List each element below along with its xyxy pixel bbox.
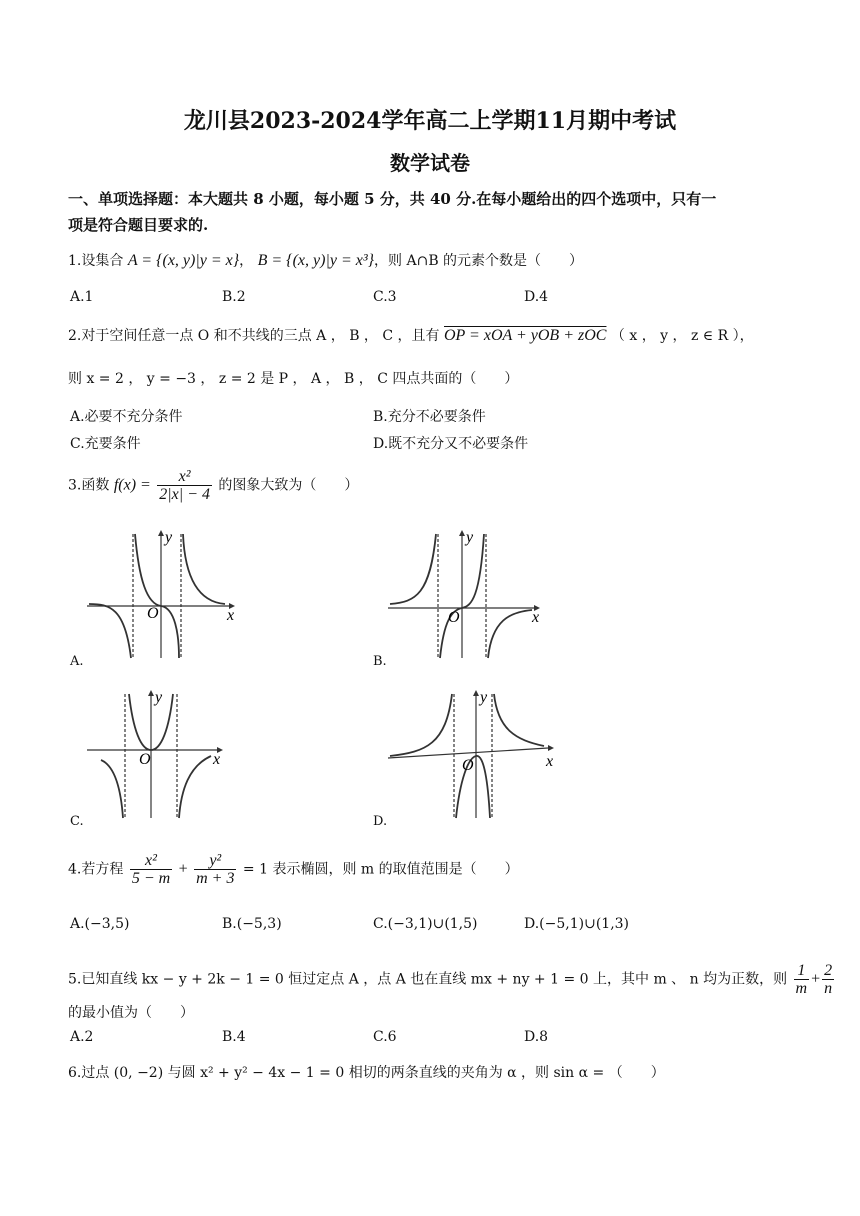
- graph-b-y-label: y: [466, 530, 474, 546]
- q5-fraction-2-num: 2: [824, 962, 833, 979]
- q1-tail: ，则 A∩B 的元素个数是（ ）: [374, 253, 584, 269]
- q1-lead: 1.设集合: [68, 253, 124, 269]
- q4-fraction-2: [194, 852, 236, 887]
- q2-option-c[interactable]: C.充要条件: [70, 436, 141, 452]
- graph-b: [386, 530, 542, 664]
- q2-line2: 则 x = 2 ， y = −3 ， z = 2 是 P ， A ， B ， C 四点共面的（ ）: [68, 371, 519, 387]
- q4-lead: 4.若方程: [68, 861, 124, 878]
- q4-plus: +: [178, 860, 188, 878]
- q4-fraction-2-den: m + 3: [196, 870, 235, 887]
- question-2: [68, 325, 754, 345]
- graph-d: [386, 690, 558, 824]
- question-3: [68, 468, 358, 503]
- q4-option-a[interactable]: A.(−3,5): [70, 916, 130, 932]
- graph-c-origin-label: O: [139, 751, 151, 768]
- question-4: [68, 852, 519, 887]
- q3-lead: 3.函数: [68, 477, 110, 494]
- exam-title: 龙川县2023-2024学年高二上学期11月期中考试: [183, 108, 677, 134]
- q2-option-b[interactable]: B.充分不必要条件: [373, 409, 486, 425]
- graph-d-label[interactable]: D.: [373, 814, 388, 829]
- q2-lead: 2.对于空间任意一点 O 和不共线的三点 A ， B ， C ，且有: [68, 328, 440, 344]
- q5-option-c[interactable]: C.6: [373, 1029, 397, 1045]
- q3-numerator: x²: [157, 468, 212, 486]
- q4-fraction-2-num: y²: [194, 852, 236, 870]
- graph-a-x-label: x: [227, 607, 235, 624]
- q5-option-d[interactable]: D.8: [524, 1029, 549, 1045]
- graph-a-label[interactable]: A.: [70, 654, 84, 669]
- q1-sep: ，: [239, 253, 254, 269]
- q2-tail: （ x ， y ， z ∈ R ），: [610, 328, 754, 344]
- q1-option-c[interactable]: C.3: [373, 289, 397, 305]
- q1-option-b[interactable]: B.2: [222, 289, 246, 305]
- q3-denominator: 2|x| − 4: [159, 486, 210, 503]
- q5-option-b[interactable]: B.4: [222, 1029, 246, 1045]
- question-6: 6.过点 (0, −2) 与圆 x² + y² − 4x − 1 = 0 相切的两条直线的夹角为 α ，则 sin α = （ ）: [68, 1065, 665, 1081]
- q1-option-d[interactable]: D.4: [524, 289, 549, 305]
- q3-fx: f(x) =: [113, 476, 151, 494]
- section-heading-line2: 项是符合题目要求的.: [68, 216, 209, 234]
- q4-option-b[interactable]: B.(−5,3): [222, 916, 282, 932]
- q1-option-a[interactable]: A.1: [70, 289, 94, 305]
- q4-fraction-1-num: x²: [130, 852, 172, 870]
- graph-c-label[interactable]: C.: [70, 814, 84, 829]
- graph-b-x-label: x: [532, 609, 540, 626]
- graph-a-y-label: y: [165, 530, 173, 546]
- q2-option-a[interactable]: A.必要不充分条件: [70, 409, 183, 425]
- graph-c: [85, 690, 225, 824]
- q5-text: 5.已知直线 kx − y + 2k − 1 = 0 恒过定点 A ，点 A 也在直线 mx + ny + 1 = 0 上，其中 m 、 n 均为正数，则: [68, 971, 788, 988]
- q4-option-c[interactable]: C.(−3,1)∪(1,5): [373, 916, 478, 932]
- q4-fraction-1-den: 5 − m: [131, 870, 171, 887]
- graph-c-y-label: y: [155, 690, 163, 706]
- section-heading-line1: 一、单项选择题：本大题共 8 小题，每小题 5 分，共 40 分.在每小题给出的四个选项中，只有一: [68, 190, 717, 208]
- q5-line2: 的最小值为（ ）: [68, 1005, 194, 1021]
- q4-tail: = 1 表示椭圆，则 m 的取值范围是（ ）: [242, 861, 519, 878]
- q5-fraction-1-den: m: [795, 980, 808, 997]
- graph-a-origin-label: O: [147, 605, 159, 622]
- graph-d-y-label: y: [480, 690, 488, 706]
- exam-subtitle: 数学试卷: [390, 151, 470, 175]
- q3-tail: 的图象大致为（ ）: [218, 477, 359, 494]
- q5-fraction-1-num: 1: [794, 962, 810, 980]
- q5-option-a[interactable]: A.2: [70, 1029, 94, 1045]
- q5-fraction-1: [794, 962, 810, 997]
- graph-b-label[interactable]: B.: [373, 654, 387, 669]
- q1-set-a: A = {(x, y)|y = x}: [127, 252, 240, 269]
- graph-a: [85, 530, 235, 664]
- graph-d-x-label: x: [546, 753, 554, 770]
- q4-option-d[interactable]: D.(−5,1)∪(1,3): [524, 916, 630, 932]
- question-1: [68, 250, 583, 270]
- q2-option-d[interactable]: D.既不充分又不必要条件: [373, 436, 529, 452]
- q2-vector-equation: OP = xOA + yOB + zOC: [444, 327, 607, 344]
- q5-fraction-2-den: n: [824, 980, 833, 997]
- q5-fraction-2: [822, 962, 834, 997]
- q5-plus: +: [811, 970, 821, 988]
- q5-line1: [68, 962, 836, 997]
- graph-b-origin-label: O: [448, 609, 460, 626]
- graph-c-x-label: x: [213, 751, 221, 768]
- q4-fraction-1: [130, 852, 172, 887]
- q3-fraction: [157, 468, 212, 503]
- q1-set-b: B = {(x, y)|y = x³}: [257, 252, 375, 269]
- graph-d-origin-label: O: [462, 757, 474, 774]
